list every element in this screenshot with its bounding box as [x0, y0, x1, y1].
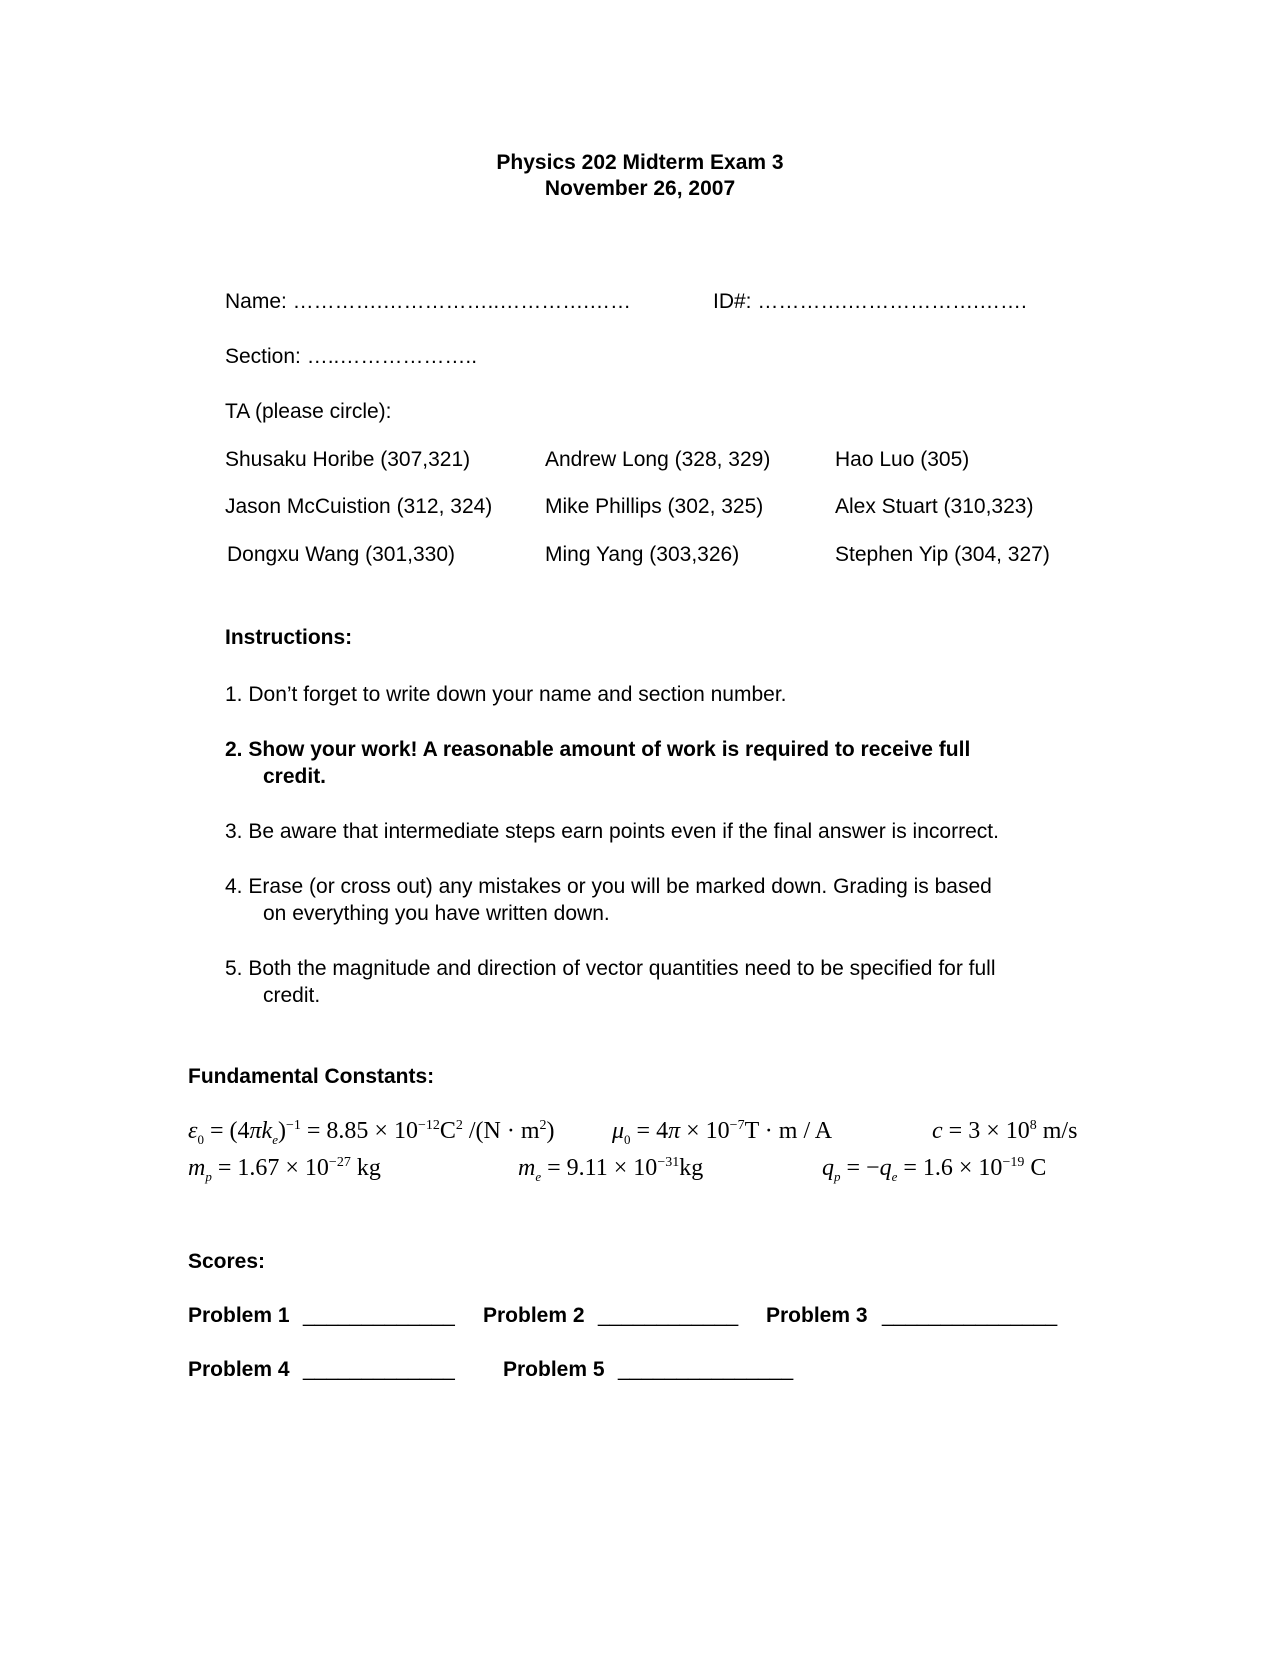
ta-name[interactable]: Stephen Yip (304, 327) [835, 543, 1050, 566]
constant-mp: $m_p = 1.67 \times 10^{-27}$ kg [188, 1155, 381, 1184]
instruction-item: 5. Both the magnitude and direction of vector quantities need to be specified for full credit. [225, 957, 996, 1007]
problem-5-label: Problem 5 [503, 1358, 605, 1381]
problem-4-score-blank[interactable]: _____________ [303, 1358, 455, 1381]
instruction-item: 1. Don’t forget to write down your name and section number. [225, 683, 787, 706]
ta-name[interactable]: Jason McCuistion (312, 324) [225, 495, 493, 518]
problem-4-label: Problem 4 [188, 1358, 290, 1381]
ta-name[interactable]: Shusaku Horibe (307,321) [225, 448, 471, 471]
ta-name[interactable]: Alex Stuart (310,323) [835, 495, 1034, 518]
problem-2-score-blank[interactable]: ____________ [598, 1304, 739, 1327]
exam-date: November 26, 2007 [544, 177, 736, 200]
ta-name[interactable]: Ming Yang (303,326) [545, 543, 740, 566]
constant-epsilon0: $\varepsilon_0 = (4\pi k_e)^{-1} = 8.85 \times 10^{-12}C^2$ $/(N \cdot m^2)$ [188, 1118, 555, 1147]
section-field[interactable]: Section: …..……………….. [225, 345, 478, 368]
constant-qp: $q_p = -q_e = 1.6 \times 10^{-19}$ C [822, 1155, 1047, 1184]
scores-heading: Scores: [188, 1250, 266, 1273]
instruction-item: 3. Be aware that intermediate steps earn points even if the final answer is incorrect. [225, 820, 999, 843]
instruction-item: 4. Erase (or cross out) any mistakes or you will be marked down. Grading is based on everything you have written down. [225, 875, 992, 925]
instruction-item: 2. Show your work! A reasonable amount of work is required to receive full credit. [225, 738, 971, 788]
ta-heading: TA (please circle): [225, 400, 392, 423]
ta-name[interactable]: Hao Luo (305) [835, 448, 970, 471]
constants-heading: Fundamental Constants: [188, 1065, 435, 1088]
problem-5-score-blank[interactable]: _______________ [618, 1358, 794, 1381]
ta-name[interactable]: Dongxu Wang (301,330) [227, 543, 456, 566]
problem-3-score-blank[interactable]: _______________ [882, 1304, 1058, 1327]
problem-1-label: Problem 1 [188, 1304, 290, 1327]
name-field[interactable]: Name: ………….……………..………….…… [225, 290, 632, 313]
problem-2-label: Problem 2 [483, 1304, 585, 1327]
problem-1-score-blank[interactable]: _____________ [303, 1304, 455, 1327]
ta-name[interactable]: Andrew Long (328, 329) [545, 448, 771, 471]
exam-title: Physics 202 Midterm Exam 3 [496, 151, 784, 174]
constant-c: $c = 3 \times 10^8$ m/s [932, 1118, 1078, 1144]
id-field[interactable]: ID#: ………….……………….……. [713, 290, 1027, 313]
constant-mu0: $\mu_0 = 4\pi \times 10^{-7}T \cdot m / A$ [612, 1118, 833, 1147]
constant-me: $m_e = 9.11 \times 10^{-31}kg$ [518, 1155, 704, 1184]
instructions-heading: Instructions: [225, 626, 353, 649]
problem-3-label: Problem 3 [766, 1304, 868, 1327]
ta-name[interactable]: Mike Phillips (302, 325) [545, 495, 764, 518]
